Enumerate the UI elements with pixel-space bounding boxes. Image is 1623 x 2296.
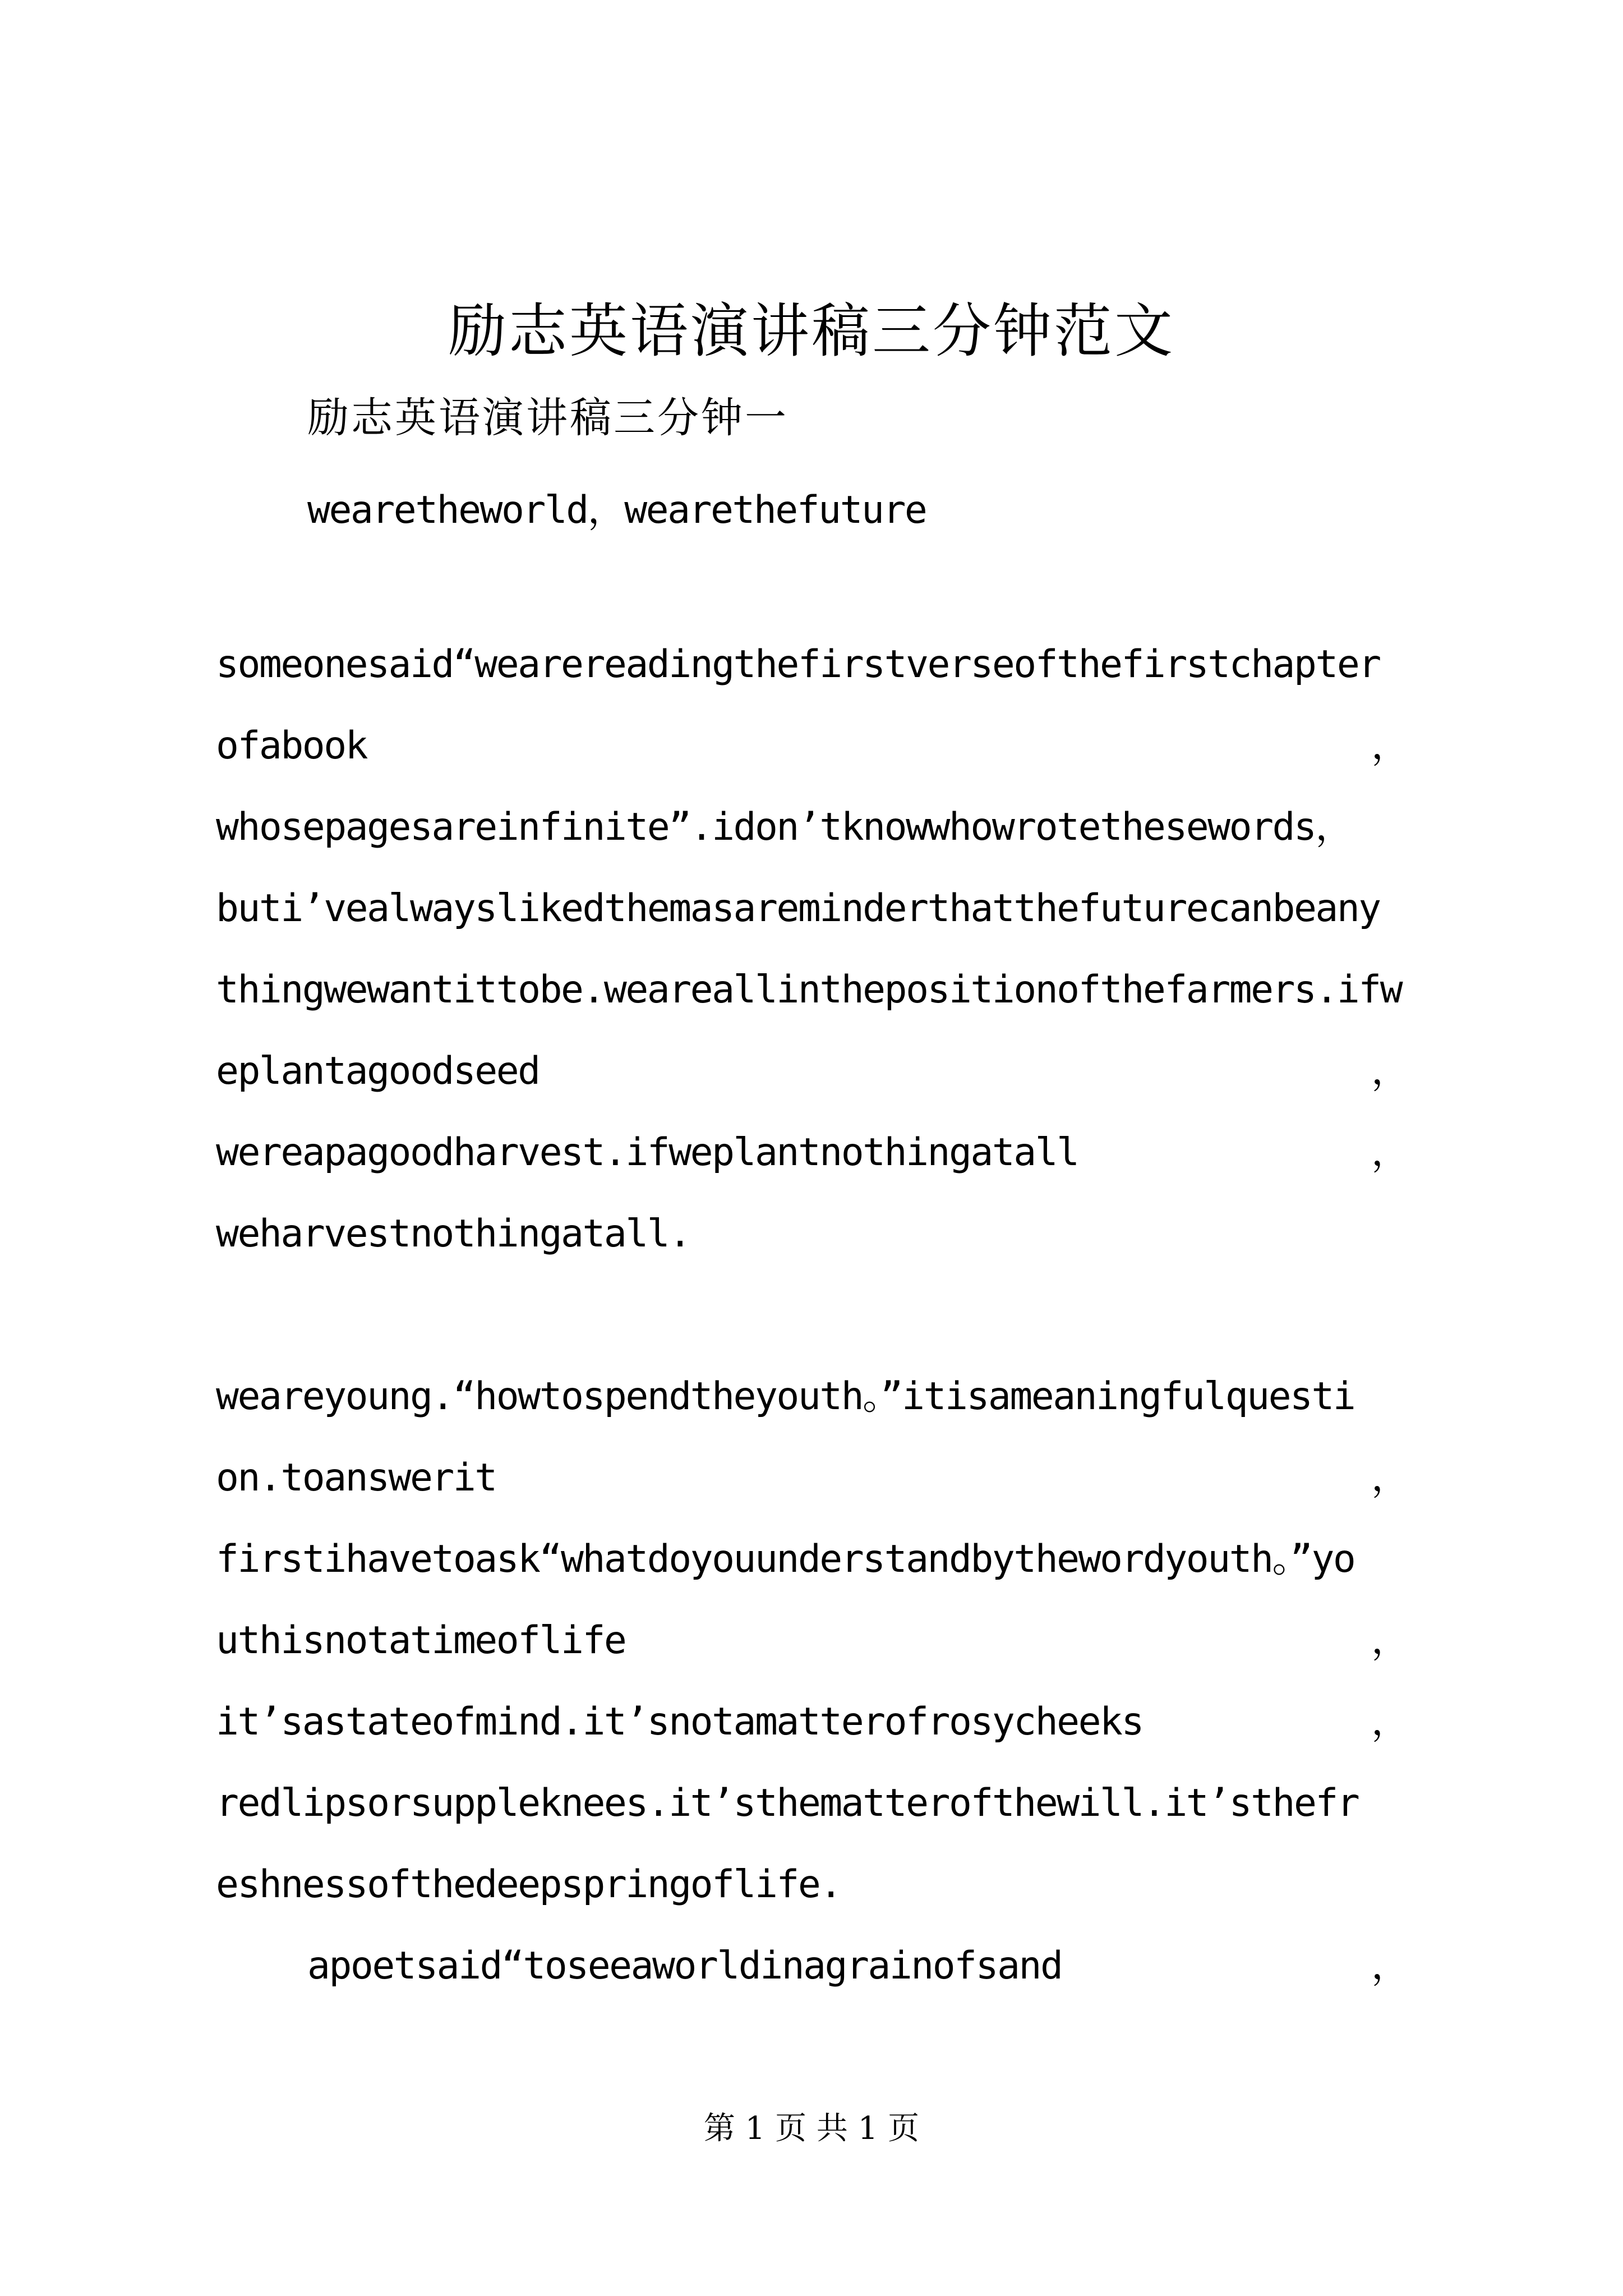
body-line: whosepagesareinfinite”.idon’tknowwhowrotethesewords，	[216, 805, 1352, 849]
body-line	[216, 1122, 1408, 1184]
line-end-comma: ，	[1371, 724, 1408, 768]
body-line	[216, 1447, 1408, 1509]
document-title: 励志英语演讲稿三分钟范文	[448, 297, 1175, 365]
body-line: wearetheworld，wearethefuture	[307, 488, 926, 532]
body-line	[216, 1691, 1408, 1753]
line-end-comma: ，	[1371, 1456, 1408, 1500]
body-line: weareyoung.“howtospendtheyouth。”itisameaningfulquesti	[216, 1374, 1355, 1419]
body-line: firstihavetoask“whatdoyouunderstandbythewordyouth。”yo	[216, 1537, 1355, 1581]
body-line	[216, 1610, 1408, 1672]
body-line: someonesaid“wearereadingthefirstverseofthefirstchapter	[216, 642, 1380, 687]
body-line: thingwewantittobe.weareallinthepositionofthefarmers.ifw	[216, 968, 1402, 1012]
body-line-text: apoetsaid“toseeaworldinagrainofsand	[307, 1944, 1062, 1988]
body-line: eshnessofthedeepspringoflife.	[216, 1862, 841, 1907]
body-line-text: eplantagoodseed	[216, 1049, 540, 1093]
body-line-text: it’sastateofmind.it’snotamatterofrosycheeks	[216, 1700, 1143, 1744]
line-end-comma: ，	[1371, 1130, 1408, 1175]
section-heading: 励志英语演讲稿三分钟一	[307, 394, 789, 442]
body-line	[216, 1041, 1408, 1102]
body-line-text: wereapagoodharvest.ifweplantnothingatall	[216, 1130, 1078, 1175]
body-line: buti’vealwayslikedthemasareminderthatthefuturecanbeany	[216, 886, 1380, 931]
body-line	[216, 715, 1408, 777]
line-end-comma: ，	[1371, 1618, 1408, 1663]
body-line	[307, 1935, 1499, 1997]
body-line: weharvestnothingatall.	[216, 1212, 690, 1256]
body-line-text: uthisnotatimeoflife	[216, 1618, 626, 1663]
line-end-comma: ，	[1371, 1700, 1408, 1744]
body-line: redlipsorsuppleknees.it’sthematterofthewill.it’sthefr	[216, 1781, 1359, 1825]
body-line-text: ofabook	[216, 724, 367, 768]
page-footer: 第 1 页 共 1 页	[703, 2110, 920, 2147]
body-line-text: on.toanswerit	[216, 1456, 496, 1500]
line-end-comma: ，	[1371, 1944, 1408, 1988]
line-end-comma: ，	[1371, 1049, 1408, 1093]
